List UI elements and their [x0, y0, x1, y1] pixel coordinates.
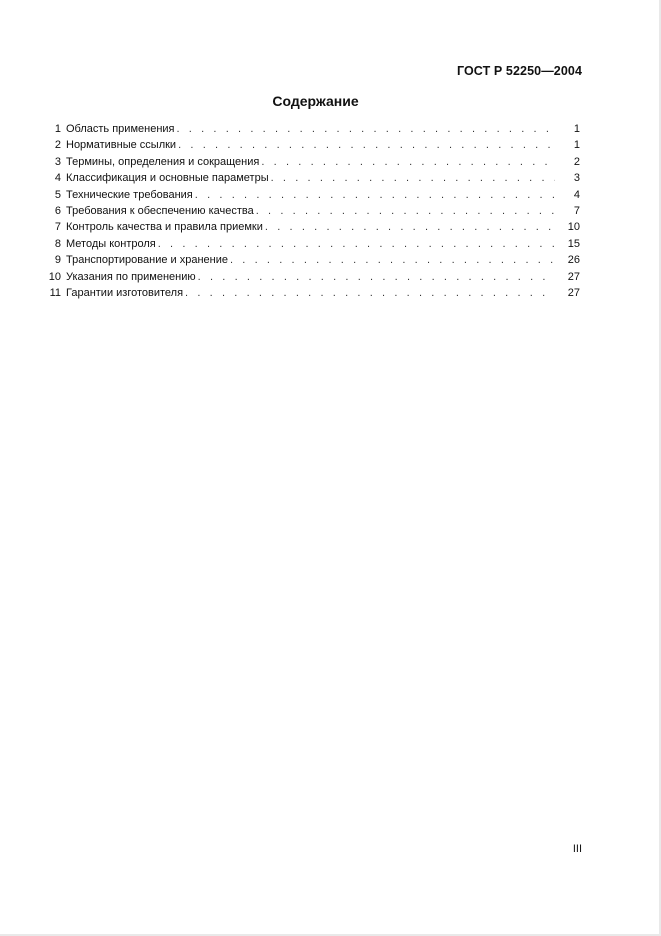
toc-entry-number: 1 [54, 123, 61, 135]
toc-entry-page: 15 [567, 237, 580, 250]
document-code: ГОСТ Р 52250—2004 [456, 64, 582, 78]
toc-entry-title: Область применения [66, 123, 175, 135]
toc-dot-leader [178, 137, 555, 153]
toc-entry-9[interactable] [40, 252, 580, 268]
toc-entry-8[interactable] [40, 236, 580, 252]
toc-dot-leader [271, 170, 555, 186]
toc-dot-leader [177, 121, 556, 137]
toc-entry-page: 4 [573, 188, 580, 201]
toc-entry-number: 10 [48, 270, 61, 283]
toc-dot-leader [185, 285, 555, 301]
toc-entry-page: 1 [573, 123, 580, 135]
toc-entry-title: Контроль качества и правила приемки [66, 221, 263, 234]
toc-dot-leader [256, 203, 555, 219]
toc-entry-page: 10 [567, 221, 580, 234]
toc-entry-5[interactable] [40, 187, 580, 203]
toc-title: Содержание [272, 93, 359, 109]
toc-dot-leader [261, 154, 555, 170]
toc-entry-4[interactable] [40, 170, 580, 186]
toc-entry-title: Нормативные ссылки [66, 139, 177, 152]
toc-entry-number: 6 [54, 204, 61, 217]
toc-dot-leader [158, 236, 555, 252]
toc-entry-1[interactable] [40, 121, 580, 137]
toc-entry-page: 2 [573, 155, 580, 168]
toc-entry-page: 3 [573, 172, 580, 185]
toc-entry-title: Гарантии изготовителя [66, 286, 184, 299]
toc-entry-3[interactable] [40, 154, 580, 170]
toc-entry-number: 8 [54, 237, 61, 250]
toc-entry-title: Технические требования [66, 188, 193, 201]
toc-entry-number: 7 [54, 221, 61, 234]
table-of-contents [40, 121, 580, 301]
toc-entry-number: 9 [54, 254, 61, 267]
toc-entry-10[interactable] [40, 269, 580, 285]
toc-entry-title: Указания по применению [66, 270, 196, 283]
toc-entry-page: 27 [567, 286, 580, 299]
toc-entry-page: 27 [567, 270, 580, 283]
toc-entry-7[interactable] [40, 219, 580, 235]
toc-entry-number: 5 [54, 188, 61, 201]
toc-dot-leader [265, 219, 555, 235]
toc-entry-2[interactable] [40, 137, 580, 153]
toc-dot-leader [195, 187, 555, 203]
toc-dot-leader [230, 252, 555, 268]
toc-entry-number: 3 [54, 155, 61, 168]
toc-dot-leader [198, 269, 555, 285]
toc-entry-number: 11 [49, 286, 61, 299]
page-number: III [572, 843, 582, 855]
toc-entry-title: Методы контроля [66, 237, 156, 250]
toc-entry-title: Требования к обеспечению качества [66, 204, 254, 217]
toc-entry-number: 4 [54, 172, 61, 185]
toc-entry-page: 7 [573, 204, 580, 217]
toc-entry-number: 2 [54, 139, 61, 152]
toc-entry-6[interactable] [40, 203, 580, 219]
toc-entry-page: 1 [573, 139, 580, 152]
toc-entry-11[interactable] [40, 285, 580, 301]
toc-entry-page: 26 [567, 254, 580, 267]
toc-entry-title: Транспортирование и хранение [66, 254, 228, 267]
toc-entry-title: Термины, определения и сокращения [66, 155, 260, 168]
toc-entry-title: Классификация и основные параметры [66, 172, 269, 185]
